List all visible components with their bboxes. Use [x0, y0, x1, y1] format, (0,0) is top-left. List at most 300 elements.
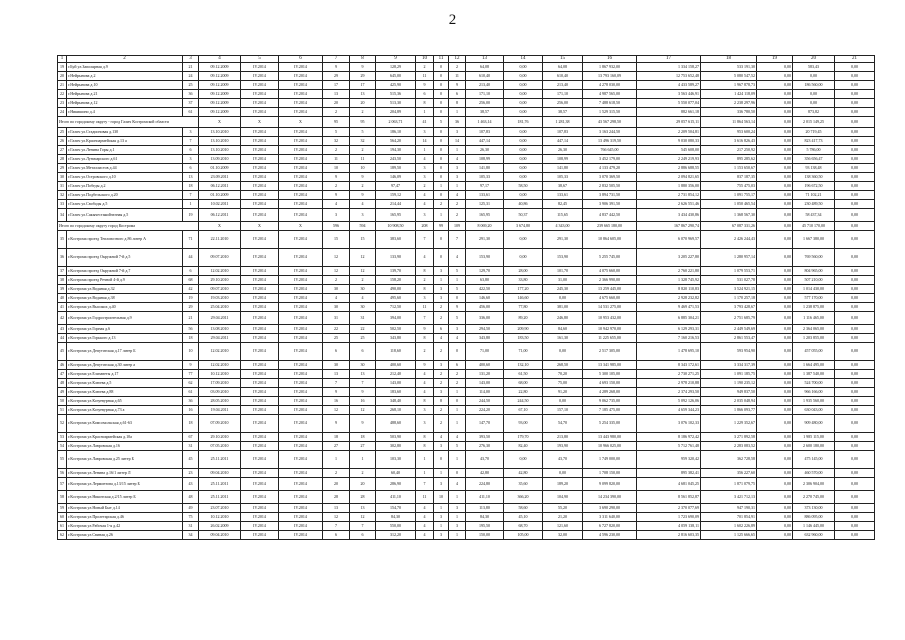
table-cell: 837 187,35 [701, 173, 757, 182]
address-cell: г.Кострома ул.Лавровская д.25 литер Б [67, 451, 183, 469]
table-cell: 0,00 [757, 379, 793, 388]
table-cell: IV.2014 [279, 182, 323, 191]
table-cell: 0,00 [757, 343, 793, 361]
table-cell: 0,00 [835, 343, 875, 361]
address-cell: г.Кострома проезд Окружной 7-й д.7 [67, 267, 183, 276]
table-cell: 11 [449, 72, 466, 81]
table-cell: 0,00 [504, 81, 543, 90]
table-cell: 0,00 [757, 267, 793, 276]
table-cell: 4 837 442,50 [583, 209, 637, 222]
table-cell: 8 561 852,87 [637, 491, 701, 504]
table-cell: 503,90 [376, 433, 416, 442]
table-cell: 181,76 [504, 117, 543, 128]
table-cell: 128,29 [376, 63, 416, 72]
table-cell: 0,00 [757, 285, 793, 294]
table-cell: 1 [449, 146, 466, 155]
table-row [58, 433, 875, 442]
table-cell: 9 [350, 415, 376, 433]
table-cell: 48 [183, 491, 199, 504]
table-cell: 32 [58, 191, 67, 200]
table-cell: IV.2014 [279, 531, 323, 540]
table-cell: 26 [58, 137, 67, 146]
table-cell: 3 271 892,58 [701, 433, 757, 442]
table-cell: 20 [323, 99, 350, 108]
table-cell: 2 238 297,96 [701, 99, 757, 108]
table-cell: 8 [416, 442, 434, 451]
table-cell: 183,50 [504, 334, 543, 343]
table-cell: 12 [323, 406, 350, 415]
table-cell: 6 [449, 361, 466, 370]
table-cell: IV.2014 [241, 285, 279, 294]
table-cell: 0,00 [504, 451, 543, 469]
table-cell: 3 616 826,43 [701, 137, 757, 146]
table-cell: 2 [323, 108, 350, 117]
table-cell: IV.2014 [279, 379, 323, 388]
table-cell: 0,00 [835, 361, 875, 370]
table-cell: 51 [58, 406, 67, 415]
table-cell: IV.2014 [241, 267, 279, 276]
table-cell: 0,00 [793, 72, 835, 81]
table-cell: 3 [449, 164, 466, 173]
column-number: 15 [543, 56, 583, 63]
table-cell: 4 681 045,25 [637, 478, 701, 491]
column-number: 7 [323, 56, 350, 63]
table-cell: 9 [323, 388, 350, 397]
table-cell: IV.2014 [241, 478, 279, 491]
table-cell: 550,00 [376, 522, 416, 531]
table-cell: 214,44 [376, 200, 416, 209]
table-cell: 0,00 [757, 406, 793, 415]
table-cell: 0,00 [757, 222, 793, 231]
table-cell: 1 280 957,14 [701, 249, 757, 267]
table-cell: 0,00 [835, 469, 875, 478]
table-cell: IV.2014 [241, 334, 279, 343]
table-cell: IV.2014 [241, 397, 279, 406]
table-cell: 3 334 317,39 [701, 361, 757, 370]
table-cell: 302,80 [376, 442, 416, 451]
table-cell: 18 [350, 433, 376, 442]
table-cell: 244,50 [504, 397, 543, 406]
table-cell: IV.2014 [279, 164, 323, 173]
table-cell: 4 [449, 249, 466, 267]
address-cell: г.Галич ул.Стадионовая д.130 [67, 128, 183, 137]
table-cell: IV.2014 [241, 63, 279, 72]
table-cell: 0,00 [835, 164, 875, 173]
table-cell: IV.2014 [279, 146, 323, 155]
table-cell: 294,50 [466, 325, 504, 334]
table-cell: 13 [350, 90, 376, 99]
table-cell: 1 749 000,00 [583, 451, 637, 469]
table-cell: 3 434 430,86 [637, 209, 701, 222]
table-cell: 2 [449, 200, 466, 209]
table-cell: 45,10 [504, 513, 543, 522]
table-cell: IV.2014 [279, 209, 323, 222]
table-cell: 343,80 [376, 334, 416, 343]
table-cell: 70,20 [543, 370, 583, 379]
table-row [58, 388, 875, 397]
table-cell: 19 [58, 63, 67, 72]
table-cell: 133,61 [466, 191, 504, 200]
table-cell: 336,00 [466, 312, 504, 325]
table-cell: 42 [58, 312, 67, 325]
table-cell: 42,80 [504, 469, 543, 478]
table-cell: 15 [323, 231, 350, 249]
table-cell: 25.04.2010 [199, 303, 241, 312]
table-cell: 12 [323, 267, 350, 276]
table-cell: 59 [58, 504, 67, 513]
table-cell: 43 [58, 325, 67, 334]
table-cell: 82,40 [504, 442, 543, 451]
table-cell: 0,00 [757, 191, 793, 200]
table-cell: 29 [323, 72, 350, 81]
table-cell: IV.2014 [241, 343, 279, 361]
table-cell: 50,37 [504, 209, 543, 222]
table-cell: 5 [449, 267, 466, 276]
table-cell: 4 [416, 388, 434, 397]
table-cell: 256,00 [466, 99, 504, 108]
table-cell: 68,70 [504, 522, 543, 531]
table-cell: 07.05.2010 [199, 442, 241, 451]
table-cell: 8 [416, 267, 434, 276]
table-cell: 171,10 [543, 90, 583, 99]
table-cell: 67 087 331,26 [701, 222, 757, 231]
column-number: 11 [434, 56, 449, 63]
table-cell: 0,00 [835, 90, 875, 99]
table-cell: 09.12.2009 [199, 99, 241, 108]
table-cell: IV.2014 [241, 513, 279, 522]
table-cell: 13 [350, 370, 376, 379]
table-cell: 0,00 [543, 343, 583, 361]
table-row [58, 146, 875, 155]
table-cell: 2 [416, 63, 434, 72]
table-cell: 0,00 [757, 522, 793, 531]
column-number: 9 [376, 56, 416, 63]
table-cell: 10 [183, 343, 199, 361]
table-cell: 2 517 305,00 [583, 343, 637, 361]
table-cell: 0,00 [835, 491, 875, 504]
table-cell: 0,00 [757, 513, 793, 522]
table-cell: 13 443 980,00 [583, 433, 637, 442]
table-cell: 29 [58, 164, 67, 173]
table-cell: 60,40 [376, 469, 416, 478]
table-cell: 0,00 [757, 469, 793, 478]
table-cell: 0 [434, 128, 449, 137]
table-cell: 0,00 [835, 63, 875, 72]
address-cell: г.Галич ул.Ленина Горы д.1 [67, 146, 183, 155]
table-cell: 949 837,50 [701, 388, 757, 397]
table-cell: 194,30 [376, 146, 416, 155]
table-cell: 2 [434, 415, 449, 433]
table-cell: 58,50 [504, 182, 543, 191]
table-cell: IV.2014 [279, 361, 323, 370]
table-cell: 5 [449, 285, 466, 294]
table-cell: 33,80 [504, 276, 543, 285]
table-cell: 239 665 180,00 [583, 222, 637, 231]
table-cell: 336 780,50 [701, 108, 757, 117]
table-cell: 769 560,00 [793, 249, 835, 267]
table-cell: 0,00 [835, 200, 875, 209]
table-cell: 8 [449, 99, 466, 108]
address-cell: г.Нейрынова д.10 [67, 81, 183, 90]
table-cell: 177,20 [504, 285, 543, 294]
table-cell: 5 [350, 128, 376, 137]
address-cell: г.Кострома ул.Горная д.6 [67, 325, 183, 334]
table-cell: 58,60 [504, 504, 543, 513]
table-cell: 823 417,73 [793, 137, 835, 146]
table-cell: 42 [183, 285, 199, 294]
table-cell: 895 285,62 [701, 155, 757, 164]
table-cell: 10 942 970,00 [583, 325, 637, 334]
table-cell: 0,00 [793, 90, 835, 99]
table-cell: IV.2014 [241, 442, 279, 451]
table-row [58, 267, 875, 276]
table-cell: 4 [323, 200, 350, 209]
table-cell: 0,00 [835, 312, 875, 325]
table-cell: IV.2014 [279, 231, 323, 249]
table-cell: 0 [434, 81, 449, 90]
table-cell: 18 [183, 415, 199, 433]
table-cell: 25 [350, 334, 376, 343]
table-cell: 32,00 [543, 531, 583, 540]
table-cell: 343,80 [466, 334, 504, 343]
table-cell: 5 712 761,48 [637, 442, 701, 451]
table-cell: 40,86 [504, 200, 543, 209]
table-cell: 0,00 [835, 222, 875, 231]
table-cell: 0 [434, 451, 449, 469]
table-cell: 61 [183, 388, 199, 397]
table-cell: 35,60 [504, 478, 543, 491]
table-cell: 150,00 [466, 531, 504, 540]
table-cell: 217 250,92 [701, 146, 757, 155]
address-cell: г.Кострома ул.Козуевурная д.65 [67, 397, 183, 406]
table-cell: 107,83 [543, 128, 583, 137]
table-cell: 0,00 [504, 99, 543, 108]
table-cell: IV.2014 [279, 285, 323, 294]
table-cell: 20 [58, 72, 67, 81]
table-cell: 118,60 [376, 343, 416, 361]
table-cell: 28 [323, 491, 350, 504]
table-cell: 2 [434, 343, 449, 361]
table-cell: 0 [434, 108, 449, 117]
table-cell: 0 [434, 146, 449, 155]
table-cell: 105,33 [543, 173, 583, 182]
address-cell: г.Кострома проезд Окружной 7-й д.5 [67, 249, 183, 267]
table-cell: IV.2014 [279, 469, 323, 478]
table-cell: 26,30 [466, 146, 504, 155]
table-cell: 2 [350, 182, 376, 191]
table-cell: 71,00 [504, 343, 543, 361]
table-cell: 1 529 315,50 [583, 108, 637, 117]
table-cell: IV.2014 [241, 182, 279, 191]
table-cell: 9 [323, 173, 350, 182]
table-cell: 2 370 077,69 [637, 504, 701, 513]
table-cell: 3 [449, 504, 466, 513]
table-cell: 50 [58, 397, 67, 406]
table-cell: IV.2014 [279, 478, 323, 491]
table-cell: 13 259 445,00 [583, 285, 637, 294]
table-cell: 158,20 [376, 276, 416, 285]
table-cell: IV.2014 [241, 370, 279, 379]
table-cell: 5 255 745,00 [583, 249, 637, 267]
table-cell: 35 [58, 231, 67, 249]
table-cell: 34 [183, 531, 199, 540]
table-row [58, 370, 875, 379]
table-cell: 19.04.2011 [199, 406, 241, 415]
table-cell: X [279, 117, 323, 128]
subtotal-row [58, 117, 875, 128]
table-cell: 362 728,58 [701, 451, 757, 469]
table-cell: 29.10.2010 [199, 276, 241, 285]
table-cell: 9 [350, 388, 376, 397]
table-cell: 4 675 660,00 [583, 294, 637, 303]
table-cell: 24 [58, 108, 67, 117]
table-cell: 1 125 666,65 [701, 531, 757, 540]
table-cell: 1 723 690,09 [637, 513, 701, 522]
address-cell: г.Нейрынова д.12 [67, 99, 183, 108]
table-cell: 1 [434, 522, 449, 531]
table-row [58, 108, 875, 117]
table-cell: 0,00 [504, 164, 543, 173]
table-cell: 121,60 [543, 522, 583, 531]
table-row [58, 531, 875, 540]
table-cell: 2 374 293,50 [637, 388, 701, 397]
table-cell: 1 [449, 531, 466, 540]
table-cell: 3 674,80 [504, 222, 543, 231]
table-cell: 8 [434, 397, 449, 406]
table-cell: 31 [350, 312, 376, 325]
table-cell: IV.2014 [241, 137, 279, 146]
table-cell: 146,09 [376, 173, 416, 182]
table-cell: 1 667 380,00 [793, 231, 835, 249]
table-cell: 6 [183, 267, 199, 276]
table-cell: 577 170,00 [793, 294, 835, 303]
table-cell: 1 014 430,00 [793, 285, 835, 294]
table-cell: 246,80 [543, 312, 583, 325]
table-cell: 213,80 [543, 433, 583, 442]
table-cell: 1 [416, 108, 434, 117]
table-cell: 6 [434, 325, 449, 334]
table-cell: 610,40 [543, 72, 583, 81]
table-cell: 3 [434, 513, 449, 522]
column-number: 20 [793, 56, 835, 63]
table-cell: 77 [183, 370, 199, 379]
table-cell: 27 [350, 442, 376, 451]
table-row [58, 164, 875, 173]
table-cell: 1 091 755,17 [701, 191, 757, 200]
table-row [58, 513, 875, 522]
table-row [58, 209, 875, 222]
table-cell: 12 [350, 406, 376, 415]
table-cell: 909 480,00 [793, 415, 835, 433]
table-cell: 1 229 352,67 [701, 415, 757, 433]
table-cell: 10.12.2010 [199, 370, 241, 379]
table-cell: 3 [449, 128, 466, 137]
table-cell: 488,60 [376, 415, 416, 433]
table-cell: 3 [434, 294, 449, 303]
table-cell: 45 710 170,00 [793, 222, 835, 231]
table-cell: IV.2014 [241, 164, 279, 173]
table-cell: 24 [183, 72, 199, 81]
table-cell: 9 [416, 325, 434, 334]
table-cell: 0,00 [757, 231, 793, 249]
table-cell: 141,80 [543, 164, 583, 173]
table-cell: 1 [434, 469, 449, 478]
address-cell: г.Галич ул.Металлистов д.44 [67, 164, 183, 173]
table-cell: 93,00 [504, 415, 543, 433]
table-cell: 2 751 685,79 [701, 312, 757, 325]
table-cell: 09.04.2010 [199, 469, 241, 478]
table-cell: 2 [434, 379, 449, 388]
table-cell: 13 [323, 90, 350, 99]
table-cell: 9 [350, 63, 376, 72]
column-number: 17 [637, 56, 701, 63]
table-cell: 1 [416, 469, 434, 478]
table-cell: IV.2014 [279, 128, 323, 137]
address-cell: г.Кострома проезд Тепловозного д.86 литер А [67, 231, 183, 249]
table-cell: 456,00 [466, 303, 504, 312]
table-cell: X [241, 117, 279, 128]
table-cell: 41 [58, 303, 67, 312]
table-cell: 1 463,14 [466, 117, 504, 128]
table-cell: 6 129 293,31 [637, 325, 701, 334]
table-cell: IV.2014 [241, 81, 279, 90]
table-cell: IV.2014 [279, 108, 323, 117]
table-cell: 28,00 [504, 267, 543, 276]
table-cell: 2 730 271,25 [637, 370, 701, 379]
table-cell: 0,00 [835, 433, 875, 442]
table-cell: 29 057 615,11 [637, 117, 701, 128]
table-cell: 276,30 [466, 442, 504, 451]
table-cell: 11 [416, 491, 434, 504]
table-cell: 2 [434, 200, 449, 209]
table-cell: 0,00 [504, 191, 543, 200]
table-cell: 23.09.2011 [199, 173, 241, 182]
table-cell: 475 145,00 [793, 451, 835, 469]
table-cell: 196 672,50 [793, 182, 835, 191]
column-number: 6 [279, 56, 323, 63]
table-cell: 1 146 445,00 [793, 522, 835, 531]
table-cell: 0,00 [835, 513, 875, 522]
table-cell: 230 489,50 [793, 200, 835, 209]
table-cell: 381,00 [543, 303, 583, 312]
table-cell: 425,90 [376, 81, 416, 90]
address-cell: г.Кострома ул.Пролетарская д.46 [67, 513, 183, 522]
table-cell: 21,20 [543, 513, 583, 522]
table-cell: 15 [350, 231, 376, 249]
table-cell: 8 [416, 433, 434, 442]
table-cell: 312,20 [376, 531, 416, 540]
table-cell: 7 160 216,53 [637, 334, 701, 343]
table-cell: 139,70 [376, 267, 416, 276]
table-cell: 22.11.2010 [199, 231, 241, 249]
table-cell: 7 [350, 522, 376, 531]
table-cell: 09.12.2009 [199, 90, 241, 99]
table-cell: IV.2014 [279, 249, 323, 267]
table-cell: 7 [449, 231, 466, 249]
table-cell: 373 130,00 [793, 504, 835, 513]
table-cell: IV.2014 [279, 81, 323, 90]
table-cell: 4 [449, 155, 466, 164]
table-row [58, 200, 875, 209]
table-cell: 712,50 [376, 303, 416, 312]
table-cell: 8 186 972,42 [637, 433, 701, 442]
table-cell: 5 [449, 442, 466, 451]
table-cell: 594 [350, 222, 376, 231]
table-cell: 23.07.2010 [199, 504, 241, 513]
table-cell: 3 894 731,50 [583, 191, 637, 200]
table-cell: 2 [350, 469, 376, 478]
table-cell: 23 [58, 99, 67, 108]
